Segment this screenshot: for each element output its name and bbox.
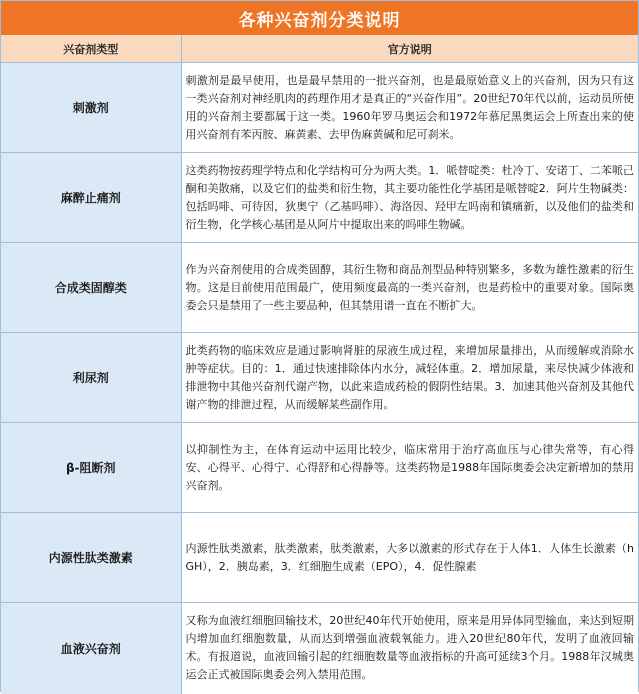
table-row [1,603,638,694]
column-header-description: 官方说明 [181,35,638,63]
table-title: 各种兴奋剂分类说明 [1,1,638,35]
classification-table [1,35,638,694]
table-row [1,513,638,603]
doping-type-cell: 刺激剂 [1,63,181,153]
table-row [1,333,638,423]
table-row [1,63,638,153]
doping-type-cell: 内源性肽类激素 [1,513,181,603]
table-row [1,153,638,243]
description-cell: 又称为血液红细胞回输技术，20世纪40年代开始使用，原来是用异体同型输血，来达到短期内增加血红细胞数量，从而达到增强血液载氧能力。进入20世纪80年代，发明了血液回输术。有报道说，血液回输引起的红细胞数量等血液指标的升高可延续3个月。1988年汉城奥运会正式被国际奥委会列入禁用范围。 [181,603,638,694]
doping-type-cell: 麻醉止痛剂 [1,153,181,243]
table-row [1,423,638,513]
doping-type-cell: 合成类固醇类 [1,243,181,333]
description-cell: 这类药物按药理学特点和化学结构可分为两大类。1．哌替啶类：杜冷丁、安诺丁、二苯哌己酮和美散痛，以及它们的盐类和衍生物，其主要功能性化学基团是哌替啶2．阿片生物碱类：包括吗啡、可待因，狄奥宁（乙基吗啡）、海洛因、羟甲左吗南和镇痛新，以及他们的盐类和衍生物，化学核心基团是从阿片中提取出来的吗啡生物碱。 [181,153,638,243]
description-cell: 作为兴奋剂使用的合成类固醇，其衍生物和商品剂型品种特别繁多，多数为雄性激素的衍生物。这是目前使用范围最广，使用频度最高的一类兴奋剂，也是药检中的重要对象。国际奥委会只是禁用了一些主要品种，但其禁用谱一直在不断扩大。 [181,243,638,333]
doping-type-cell: β-阻断剂 [1,423,181,513]
doping-type-cell: 利尿剂 [1,333,181,423]
description-cell: 此类药物的临床效应是通过影响肾脏的尿液生成过程，来增加尿量排出，从而缓解或消除水肿等症状。目的：1．通过快速排除体内水分，减轻体重。2．增加尿量，来尽快减少体液和排泄物中其他兴奋剂代谢产物，以此来造成药检的假阴性结果。3．加速其他兴奋剂及其他代谢产物的排泄过程，从而缓解某些副作用。 [181,333,638,423]
description-cell: 内源性肽类激素，肽类激素，肽类激素，大多以激素的形式存在于人体1．人体生长激素（hGH），2．胰岛素，3．红细胞生成素（EPO），4．促性腺素 [181,513,638,603]
doping-type-cell: 血液兴奋剂 [1,603,181,694]
header-row [1,35,638,63]
description-cell: 刺激剂是最早使用，也是最早禁用的一批兴奋剂，也是最原始意义上的兴奋剂，因为只有这一类兴奋剂对神经肌肉的药理作用才是真正的“兴奋作用”。20世纪70年代以前，运动员所使用的兴奋剂主要都属于这一类。1960年罗马奥运会和1972年慕尼黑奥运会上所查出来的使用兴奋剂有苯丙胺、麻黄素、去甲伪麻黄碱和尼可刹米。 [181,63,638,153]
column-header-type: 兴奋剂类型 [1,35,181,63]
table-row [1,243,638,333]
description-cell: 以抑制性为主，在体育运动中运用比较少，临床常用于治疗高血压与心律失常等，有心得安、心得平、心得宁、心得舒和心得静等。这类药物是1988年国际奥委会决定新增加的禁用兴奋剂。 [181,423,638,513]
